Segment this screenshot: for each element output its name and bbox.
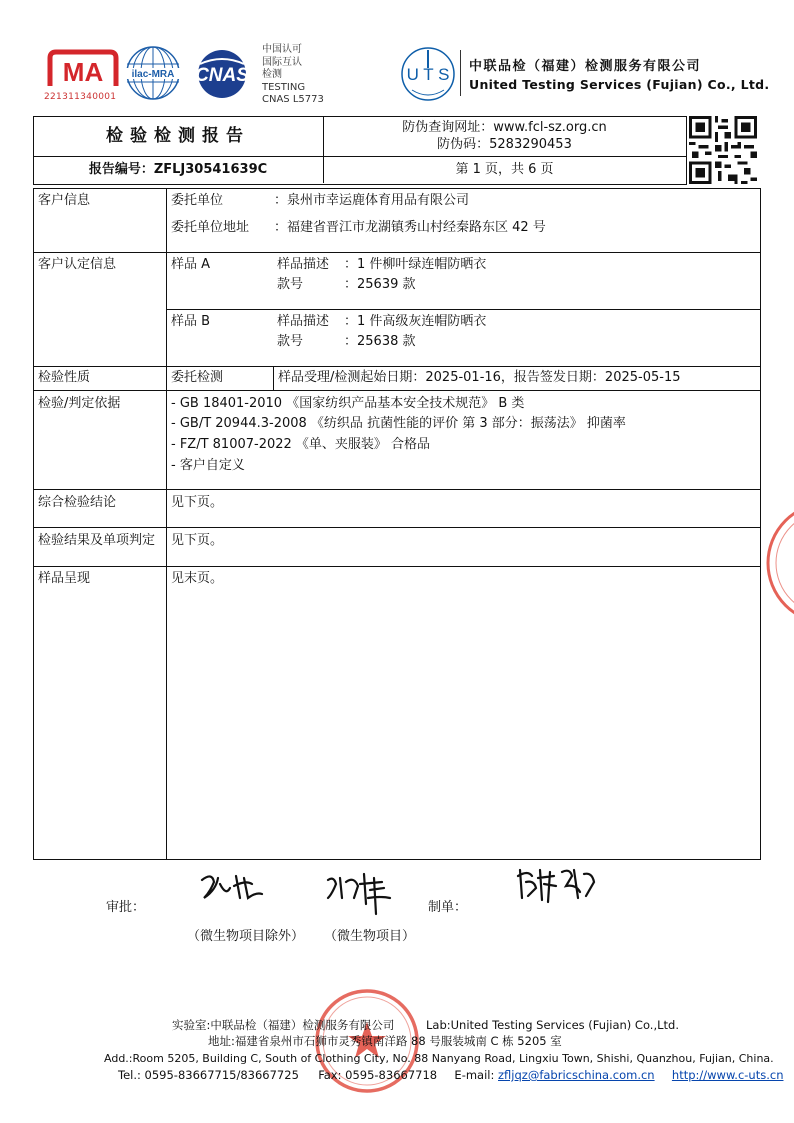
address-value: ：福建省晋江市龙湖镇秀山村经秦路东区 42 号 bbox=[274, 220, 546, 235]
signature-reviewer-2 bbox=[324, 868, 400, 920]
conclusion-value: 见下页。 bbox=[171, 495, 224, 510]
sample-b-name: 样品 B bbox=[171, 314, 211, 329]
uts-logo bbox=[398, 44, 458, 104]
footer-website-link[interactable]: http://www.c-uts.cn bbox=[671, 1068, 784, 1082]
footer-email-label: E-mail: bbox=[454, 1068, 495, 1082]
entrust-label: 委托单位 bbox=[171, 193, 224, 208]
signature-maker bbox=[514, 862, 600, 906]
table-row-divider bbox=[33, 366, 761, 367]
sample-b-desc-value: ：1 件高级灰连帽防晒衣 bbox=[344, 314, 487, 329]
table-row-divider bbox=[166, 309, 761, 310]
conclusion-label: 综合检验结论 bbox=[38, 495, 117, 510]
header-divider bbox=[460, 50, 461, 96]
sample-b-style-label: 款号 bbox=[277, 334, 304, 349]
footer-lab-en: Lab:United Testing Services (Fujian) Co.,Ltd. bbox=[426, 1018, 679, 1032]
table-row-divider bbox=[33, 390, 761, 391]
basis-line: - 客户自定义 bbox=[171, 458, 245, 473]
signature-reviewer-1 bbox=[196, 868, 270, 906]
svg-text:CNAS: CNAS bbox=[195, 65, 249, 86]
footer-tel: Tel.: 0595-83667715/83667725 bbox=[118, 1068, 299, 1082]
edge-seal-stamp bbox=[764, 498, 794, 628]
cnas-line: 检测 bbox=[262, 69, 282, 80]
appearance-value: 见末页。 bbox=[171, 571, 224, 586]
sample-a-desc-value: ：1 件柳叶绿连帽防晒衣 bbox=[344, 257, 487, 272]
cma-logo bbox=[46, 48, 120, 90]
sample-b-desc-label: 样品描述 bbox=[277, 314, 330, 329]
report-number: 报告编号：ZFLJ30541639C bbox=[33, 157, 324, 183]
sample-a-desc-label: 样品描述 bbox=[277, 257, 330, 272]
footer-fax: Fax: 0595-83667718 bbox=[318, 1068, 438, 1082]
report-title: 检验检测报告 bbox=[33, 116, 324, 156]
verify-url: 防伪查询网址：www.fcl-sz.org.cn bbox=[402, 120, 607, 135]
results-label: 检验结果及单项判定 bbox=[38, 533, 156, 548]
reviewer-note-2: （微生物项目） bbox=[324, 929, 416, 944]
cma-number: 221311340001 bbox=[44, 92, 117, 102]
verify-code: 防伪码：5283290453 bbox=[437, 137, 572, 152]
basis-label: 检验/判定依据 bbox=[38, 396, 121, 411]
maker-label: 制单： bbox=[428, 900, 468, 915]
nature-value: 委托检测 bbox=[171, 370, 224, 385]
cnas-line: CNAS L5773 bbox=[262, 94, 324, 105]
cnas-line: 中国认可 bbox=[262, 44, 302, 55]
sample-section-label: 客户认定信息 bbox=[38, 257, 117, 272]
cnas-accreditation-text bbox=[262, 44, 324, 107]
table-col-divider bbox=[166, 188, 167, 860]
company-name-cn: 中联品检（福建）检测服务有限公司 bbox=[469, 59, 702, 74]
page-indicator: 第 1 页，共 6 页 bbox=[455, 162, 554, 177]
ilac-mra-logo bbox=[122, 44, 184, 102]
footer-address-en: Add.:Room 5205, Building C, South of Clothing City, No. 88 Nanyang Road, Lingxiu Town, Shishi, Quanzhou, Fujian, China. bbox=[104, 1052, 774, 1065]
cnas-logo bbox=[186, 48, 258, 100]
cnas-line: TESTING bbox=[262, 81, 306, 93]
results-value: 见下页。 bbox=[171, 533, 224, 548]
table-row-divider bbox=[33, 252, 761, 253]
footer-contact bbox=[118, 1067, 783, 1084]
review-label: 审批： bbox=[106, 900, 146, 915]
verification-info bbox=[324, 116, 685, 156]
basis-line: - FZ/T 81007-2022 《单、夹服装》 合格品 bbox=[171, 437, 431, 452]
nature-dates: 样品受理/检测起始日期：2025-01-16，报告签发日期：2025-05-15 bbox=[278, 370, 681, 385]
table-row-divider bbox=[33, 566, 761, 567]
svg-text:MA: MA bbox=[62, 57, 104, 87]
basis-line: - GB 18401-2010 《国家纺织产品基本安全技术规范》 B 类 bbox=[171, 396, 525, 411]
footer-address-cn: 地址:福建省泉州市石狮市灵秀镇南洋路 88 号服装城南 C 栋 5205 室 bbox=[208, 1034, 562, 1048]
cnas-line: 国际互认 bbox=[262, 56, 302, 68]
table-row-divider bbox=[33, 489, 761, 490]
sample-a-name: 样品 A bbox=[171, 257, 211, 272]
table-cell-divider bbox=[273, 366, 274, 390]
nature-label: 检验性质 bbox=[38, 370, 91, 385]
appearance-label: 样品呈现 bbox=[38, 571, 91, 586]
svg-text:ilac-MRA: ilac-MRA bbox=[131, 69, 175, 80]
qr-code-icon bbox=[689, 116, 757, 184]
client-section-label: 客户信息 bbox=[38, 193, 91, 208]
sample-b-style-value: ：25638 款 bbox=[344, 334, 416, 349]
sample-a-style-value: ：25639 款 bbox=[344, 277, 416, 292]
company-name-en: United Testing Services (Fujian) Co., Ltd. bbox=[469, 77, 770, 92]
address-label: 委托单位地址 bbox=[171, 220, 250, 235]
entrust-value: ：泉州市幸运鹿体育用品有限公司 bbox=[274, 193, 470, 208]
footer-email-link[interactable]: zfljqz@fabricschina.com.cn bbox=[498, 1068, 655, 1082]
reviewer-note-1: （微生物项目除外） bbox=[187, 929, 305, 944]
svg-text:U T S: U T S bbox=[406, 65, 450, 84]
table-row-divider bbox=[33, 527, 761, 528]
sample-a-style-label: 款号 bbox=[277, 277, 304, 292]
footer-lab-cn: 实验室:中联品检（福建）检测服务有限公司 bbox=[172, 1018, 395, 1032]
basis-line: - GB/T 20944.3-2008 《纺织品 抗菌性能的评价 第 3 部分：振荡法》 抑菌率 bbox=[171, 416, 626, 431]
